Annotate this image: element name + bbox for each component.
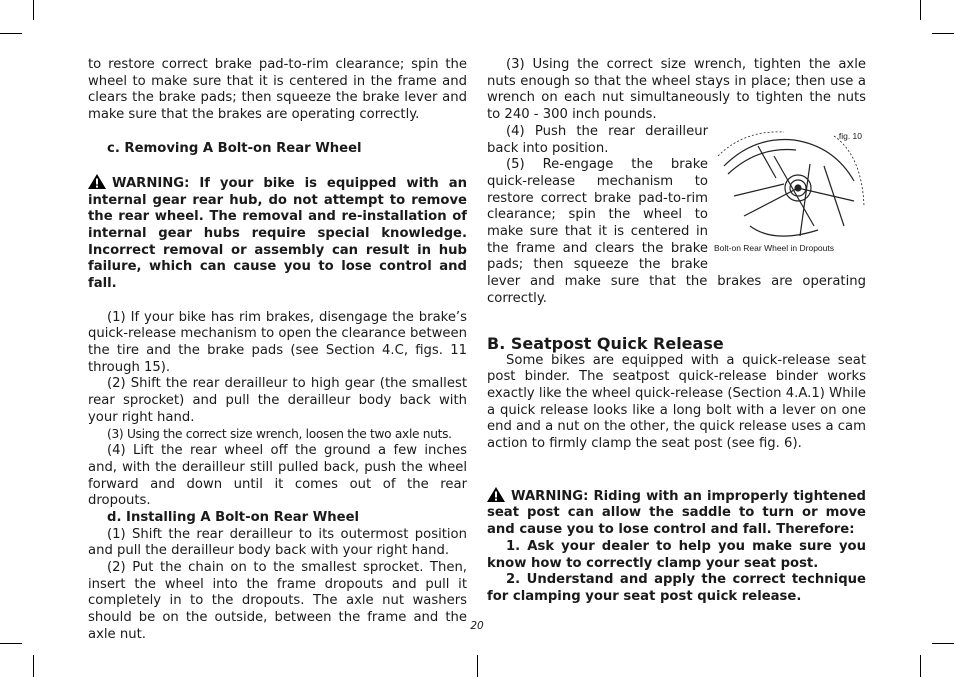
right-column	[487, 57, 866, 606]
crop-mark	[0, 643, 22, 644]
wheel-dropout-illustration	[714, 126, 866, 258]
step-2: (2) Shift the rear derailleur to high gear (the smallest rear sprocket) and pull the derailleur body back with your right hand.	[88, 376, 467, 425]
install-step-5: (5) Re-engage the brake quick-release mechanism to restore correct brake pad-to-rim clearance; spin the wheel to make sure that it is centered in the frame and clears the brake pads; then squeeze the brake lever and make sure that the brakes are operating correctly.	[487, 157, 866, 306]
section-heading-b: B. Seatpost Quick Release	[487, 333, 724, 353]
crop-mark	[0, 33, 22, 34]
step-3: (3) Using the correct size wrench, loosen the two axle nuts.	[107, 427, 452, 442]
crop-mark	[33, 0, 34, 20]
seatpost-warning-block	[487, 487, 866, 539]
paragraph: to restore correct brake pad-to-rim clearance; spin the wheel to make sure that it is centered in the frame and clears the brake pads; then squeeze the brake lever and make sure that the brakes are operating correctly.	[88, 57, 467, 123]
crop-mark	[932, 33, 954, 34]
seatpost-paragraph: Some bikes are equipped with a quick-release seat post binder. The seatpost quick-release binder works exactly like the wheel quick-release (Section 4.A.1) While a quick release looks like a long bolt with a lever on one end and a nut on the other, the quick release uses a cam action to firmly clamp the seat post (see fig. 6).	[487, 352, 866, 452]
figure-number: fig. 10	[838, 130, 862, 141]
warning-icon	[88, 174, 106, 189]
install-step-1: (1) Shift the rear derailleur to its outermost position and pull the derailleur body back with your right hand.	[88, 526, 467, 559]
warning-item-2: 2. Understand and apply the correct technique for clamping your seat post quick release.	[487, 572, 866, 604]
crop-mark	[932, 643, 954, 644]
install-step-4: (4) Push the rear derailleur back into position.	[487, 123, 708, 156]
crop-mark	[33, 655, 34, 677]
install-step-2: (2) Put the chain on to the smallest sprocket. Then, insert the wheel into the frame dropouts and pull it completely in to the dropouts. The axle nut washers should be on the outside, between the frame and the axle nut.	[88, 560, 467, 642]
warning-block	[88, 174, 467, 293]
install-step-3: (3) Using the correct size wrench, tighten the axle nuts enough so that the wheel stays in place; then use a wrench on each nut simultaneously to tighten the nuts to 240 - 300 inch pounds.	[487, 57, 866, 123]
warning-item-1: 1. Ask your dealer to help you make sure you know how to correctly clamp your seat post.	[487, 538, 866, 571]
left-column	[88, 57, 467, 644]
warning-icon	[487, 487, 505, 502]
crop-mark	[920, 655, 921, 677]
warning-text: WARNING: If your bike is equipped with an internal gear rear hub, do not attempt to remove the rear wheel. The removal and re-installation of internal gear hubs require special knowledge. Incorrect removal or assembly can result in hub failure, which can cause you to lose control and fall.	[88, 175, 467, 292]
crop-mark	[920, 0, 921, 20]
figure-caption: Bolt-on Rear Wheel in Dropouts	[714, 243, 835, 254]
figure-10	[714, 126, 866, 258]
section-heading-d: d. Installing A Bolt-on Rear Wheel	[107, 509, 360, 525]
step-4: (4) Lift the rear wheel off the ground a few inches and, with the derailleur still pulled back, push the wheel forward and down until it comes out of the rear dropouts.	[88, 443, 467, 509]
warning-text: WARNING: Riding with an improperly tightened seat post can allow the saddle to turn or move and cause you to lose control and fall. Therefore:	[487, 488, 866, 538]
step-1: (1) If your bike has rim brakes, disengage the brake’s quick-release mechanism to open the clearance between the tire and the brake pads (see Section 4.C, figs. 11 through 15).	[88, 309, 467, 375]
crop-mark	[477, 655, 478, 677]
page-number: 20	[470, 620, 484, 632]
section-heading-c: c. Removing A Bolt-on Rear Wheel	[107, 140, 362, 156]
